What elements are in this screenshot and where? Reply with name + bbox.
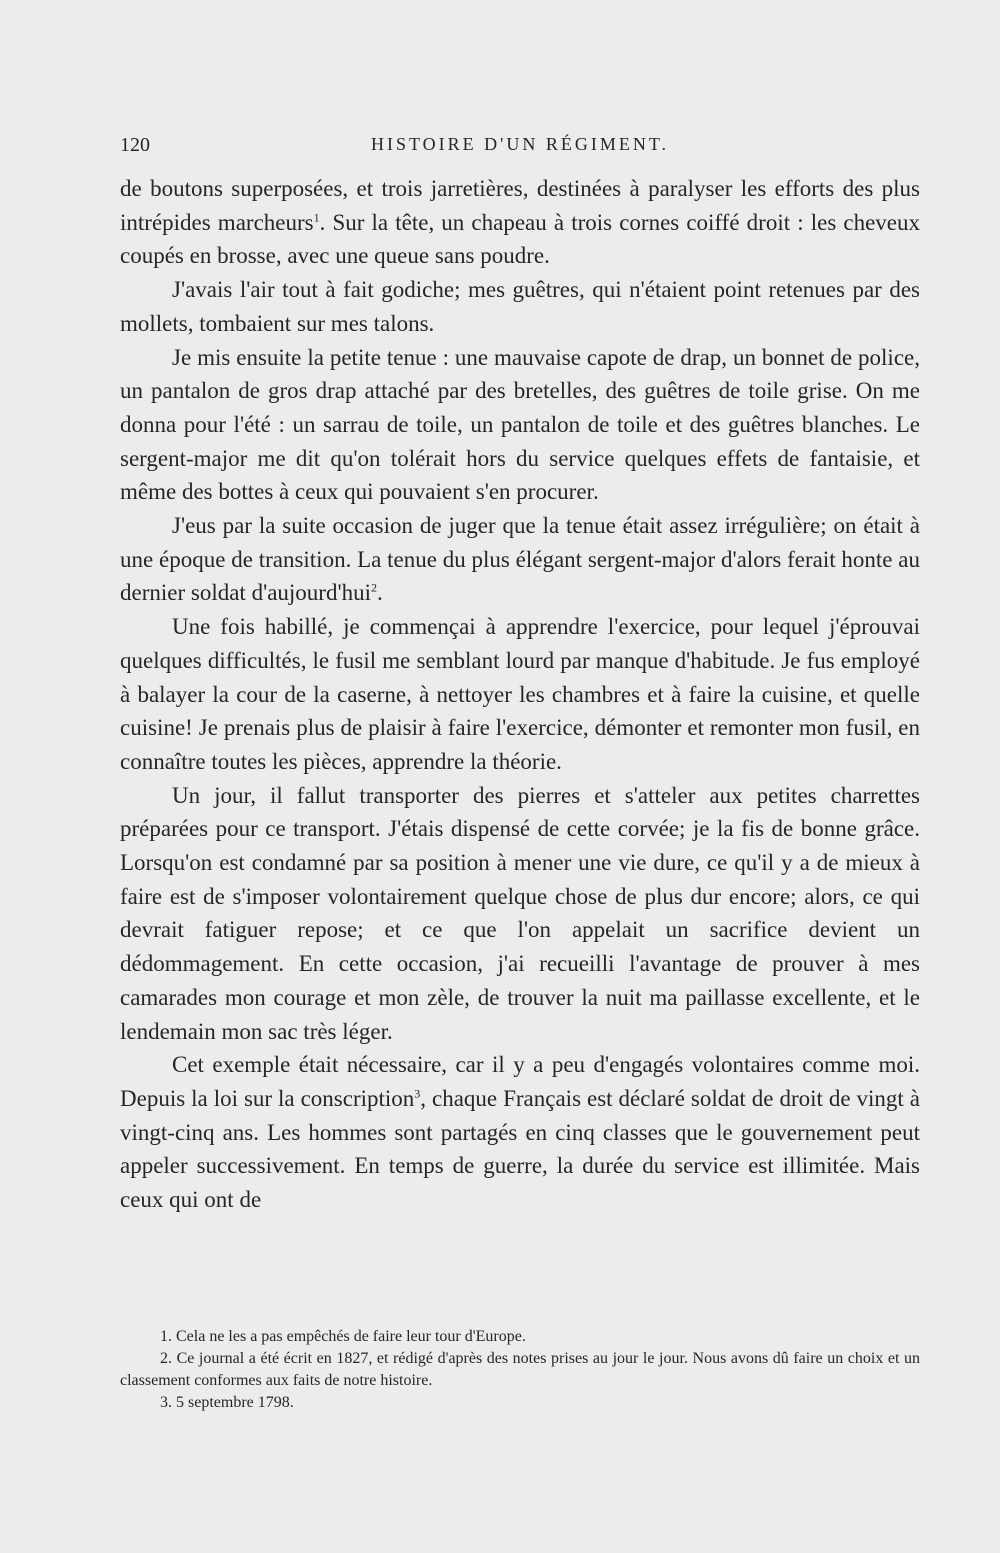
paragraph: Un jour, il fallut transporter des pierres et s'atteler aux petites charrettes préparées pour ce transport. J'étais dispensé de cette corvée; je la fis de bonne grâce. Lorsqu'on est condamné par sa position à mener une vie dure, ce qu'il y a de mieux à faire est de s'imposer volontairement quelque chose de plus dur encore; alors, ce qui devrait fatiguer repose; et ce que l'on appelait un sacrifice devient un dédommagement. En cette occasion, j'ai recueilli l'avantage de prouver à mes camarades mon courage et mon zèle, de trouver la nuit ma paillasse excellente, et le lendemain mon sac très léger. bbox=[120, 782, 920, 1044]
running-title: HISTOIRE D'UN RÉGIMENT. bbox=[370, 134, 670, 154]
footnote: 3. 5 septembre 1798. bbox=[160, 1394, 294, 1411]
paragraph: Cet exemple était nécessaire, car il y a peu d'engagés volontaires comme moi. Depuis la loi sur la conscription$^3$, chaque Français est déclaré soldat de droit de vingt à vingt-cinq ans. Les hommes sont partagés en cinq classes que le gouvernement peut appeler successivement. En temps de guerre, la durée du service est illimitée. Mais ceux qui ont de bbox=[120, 1052, 920, 1213]
paragraph: Une fois habillé, je commençai à apprendre l'exercice, pour lequel j'éprouvai quelques difficultés, le fusil me semblant lourd par manque d'habitude. Je fus employé à balayer la cour de la caserne, à nettoyer les chambres et à faire la cuisine, et quelle cuisine! Je prenais plus de plaisir à faire l'exercice, démonter et remonter mon fusil, en connaître toutes les pièces, apprendre la théorie. bbox=[120, 614, 920, 774]
paragraph: de boutons superposées, et trois jarretières, destinées à paralyser les efforts des plus intrépides marcheurs$^1$. Sur la tête, un chapeau à trois cornes coiffé droit : les cheveux coupés en brosse, avec une queue sans poudre. bbox=[120, 176, 921, 269]
body-text bbox=[120, 172, 920, 1217]
page-header bbox=[120, 134, 920, 164]
footnotes bbox=[120, 1326, 920, 1414]
page-number: 120 bbox=[120, 134, 150, 156]
footnote: 2. Ce journal a été écrit en 1827, et rédigé d'après des notes prises au jour le jour. Nous avons dû faire un choix et un classement conformes aux faits de notre histoire. bbox=[120, 1350, 920, 1389]
paragraph: J'avais l'air tout à fait godiche; mes guêtres, qui n'étaient point retenues par des mollets, tombaient sur mes talons. bbox=[120, 277, 920, 336]
paragraph: J'eus par la suite occasion de juger que la tenue était assez irrégulière; on était à une époque de transition. La tenue du plus élégant sergent-major d'alors ferait honte au dernier soldat d'aujourd'hui$^2$. bbox=[120, 513, 920, 606]
paragraph: Je mis ensuite la petite tenue : une mauvaise capote de drap, un bonnet de police, un pantalon de gros drap attaché par des bretelles, des guêtres de toile grise. On me donna pour l'été : un sarrau de toile, un pantalon de toile et des guêtres blanches. Le sergent-major me dit qu'on tolérait hors du service quelques effets de fantaisie, et même des bottes à ceux qui pouvaient s'en procurer. bbox=[120, 344, 920, 505]
footnote: 1. Cela ne les a pas empêchés de faire leur tour d'Europe. bbox=[160, 1328, 526, 1345]
footnote-ref: 3 bbox=[414, 1086, 421, 1101]
footnote-ref: 1 bbox=[313, 210, 320, 225]
footnote-ref: 2 bbox=[371, 580, 378, 595]
